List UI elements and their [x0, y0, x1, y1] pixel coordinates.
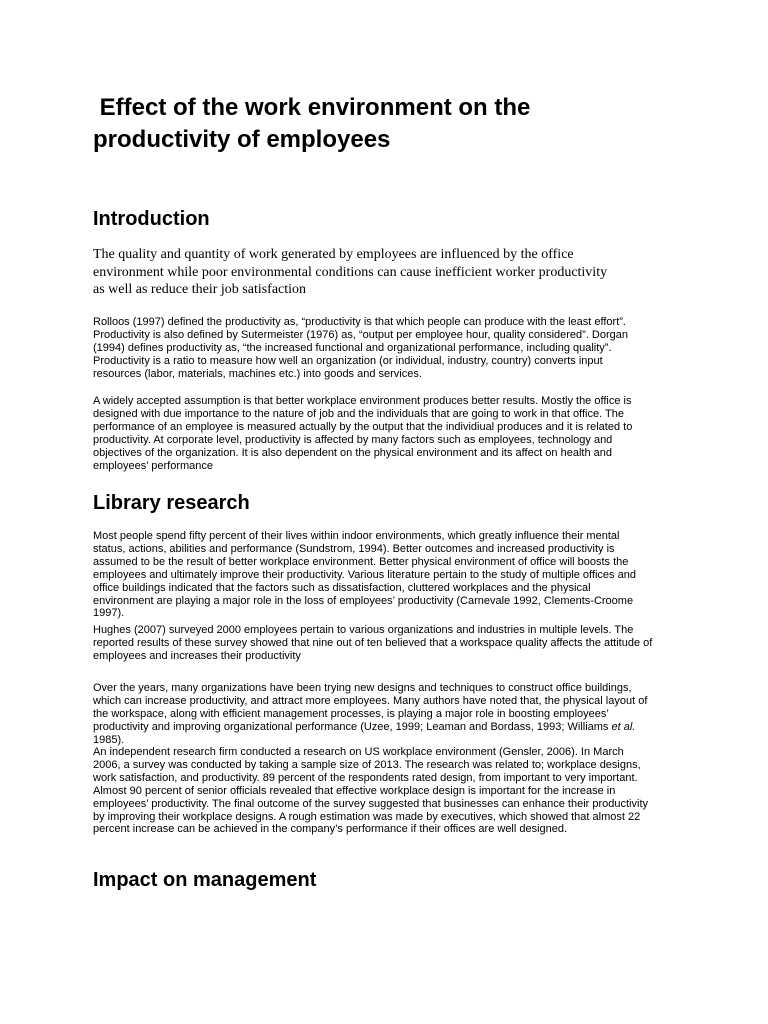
document-title: Effect of the work environment on the productivity of employees: [93, 94, 538, 153]
library-paragraph-3-text-a: Over the years, many organizations have been trying new designs and techniques to construct office buildings, which can increase productivity, and attract more employees. Many authors have noted that, the physical layout of the workspace, along with efficient management processes, is playing a major role in boosting employees’ productivity and improving organizational performance (Uzee, 1999; Leaman and Bordass, 1993; Williams: [93, 682, 648, 733]
intro-paragraph-1: Rolloos (1997) defined the productivity as, “productivity is that which people can produce with the least effort”. Productivity is also defined by Sutermeister (1976) as, “output per employee hour, quality considered”. Dorgan (1994) defines productivity as, “the increased functional and organizational performance, including quality”. Productivity is a ratio to measure how well an organization (or individual, industry, country) converts input resources (labor, materials, machines etc.) into goods and services.: [93, 316, 629, 380]
library-paragraph-3-italic: et al.: [611, 720, 636, 733]
section-heading-impact-on-management: Impact on management: [93, 869, 317, 891]
library-paragraph-4: An independent research firm conducted a research on US workplace environment (Gensler, 2006). In March 2006, a survey was conducted by taking a sample size of 2013. The research was related to; workplace designs, work satisfaction, and productivity. 89 percent of the respondents rated design, from important to very important. Almost 90 percent of senior officials revealed that effective workplace design is important for the increase in employees’ productivity. The final outcome of the survey suggested that businesses can enhance their productivity by improving their workplace designs. A rough estimation was made by executives, which showed that almost 22 percent increase can be achieved in the company’s performance if their offices are well designed.: [93, 746, 648, 836]
intro-lead-paragraph: The quality and quantity of work generated by employees are influenced by the office environment while poor environmental conditions can cause inefficient worker productivity as well as reduce their job satisfaction: [93, 247, 608, 297]
library-paragraph-3-text-b: 1985).: [93, 733, 125, 746]
library-paragraph-2: Hughes (2007) surveyed 2000 employees pertain to various organizations and industries in multiple levels. The reported results of these survey showed that nine out of ten believed that a workspace quality affects the attitude of employees and increases their productivity: [93, 624, 653, 662]
section-heading-introduction: Introduction: [93, 208, 210, 230]
library-paragraph-1: Most people spend fifty percent of their lives within indoor environments, which greatly influence their mental status, actions, abilities and performance (Sundstrom, 1994). Better outcomes and increased productivity is assumed to be the result of better workplace environment. Better physical environment of office will boosts the employees and ultimately improve their productivity. Various literature pertain to the study of multiple offices and office buildings indicated that the factors such as dissatisfaction, cluttered workplaces and the physical environment are playing a major role in the loss of employees’ productivity (Carnevale 1992, Clements-Croome 1997).: [93, 530, 636, 620]
section-heading-library-research: Library research: [93, 492, 250, 514]
intro-paragraph-2: A widely accepted assumption is that better workplace environment produces better results. Mostly the office is designed with due importance to the nature of job and the individuals that are going to work in that office. The performance of an employee is measured actually by the output that the individiual produces and it is related to productivity. At corporate level, productivity is affected by many factors such as employees, technology and objectives of the organization. It is also dependent on the physical environment and its affect on health and employees’ performance: [93, 395, 633, 472]
library-paragraph-3: [93, 682, 653, 747]
